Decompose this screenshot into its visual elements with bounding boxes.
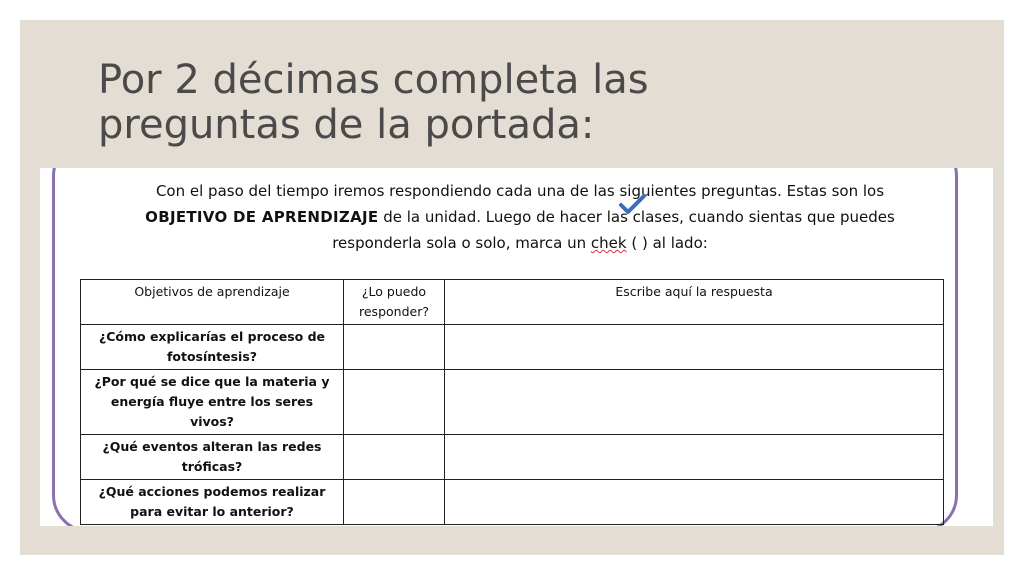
slide-background: [20, 20, 1004, 555]
instructions-line-2-rest: de la unidad. Luego de hacer las clases, cuando sientas que puedes: [378, 208, 895, 226]
header-can-answer: ¿Lo puedo responder?: [344, 280, 445, 325]
chek-word: chek: [590, 234, 627, 252]
instructions-line-3: [75, 230, 965, 256]
instructions-line-3-start: responderla sola o solo, marca un: [332, 234, 591, 252]
table-row: [81, 435, 944, 480]
slide-title-line-2: preguntas de la portada:: [98, 102, 595, 148]
instructions-line-3-end: ( ) al lado:: [626, 234, 708, 252]
instructions-text: [75, 178, 965, 256]
learning-objective-emphasis: OBJETIVO DE APRENDIZAJE: [145, 208, 379, 226]
slide-title: [98, 58, 958, 148]
answer-cell: [445, 480, 944, 525]
checkmark-icon: [618, 193, 646, 215]
can-answer-cell: [344, 435, 445, 480]
objective-question: ¿Cómo explicarías el proceso de fotosíntesis?: [81, 325, 344, 370]
can-answer-cell: [344, 480, 445, 525]
answer-cell: [445, 370, 944, 435]
objective-question: ¿Qué eventos alteran las redes tróficas?: [81, 435, 344, 480]
slide-title-line-1: Por 2 décimas completa las: [98, 57, 649, 103]
objectives-table: [80, 279, 944, 525]
can-answer-cell: [344, 325, 445, 370]
objective-question: ¿Qué acciones podemos realizar para evitar lo anterior?: [81, 480, 344, 525]
header-answer: Escribe aquí la respuesta: [445, 280, 944, 325]
instructions-line-1: Con el paso del tiempo iremos respondiendo cada una de las siguientes preguntas. Estas son los: [155, 182, 885, 200]
objective-question: ¿Por qué se dice que la materia y energía fluye entre los seres vivos?: [81, 370, 344, 435]
table-header-row: [81, 280, 944, 325]
table-row: [81, 370, 944, 435]
answer-cell: [445, 435, 944, 480]
table-row: [81, 480, 944, 525]
table-row: [81, 325, 944, 370]
header-objectives: Objetivos de aprendizaje: [81, 280, 344, 325]
document-image: [40, 168, 993, 526]
instructions-line-2: [75, 204, 965, 230]
answer-cell: [445, 325, 944, 370]
can-answer-cell: [344, 370, 445, 435]
